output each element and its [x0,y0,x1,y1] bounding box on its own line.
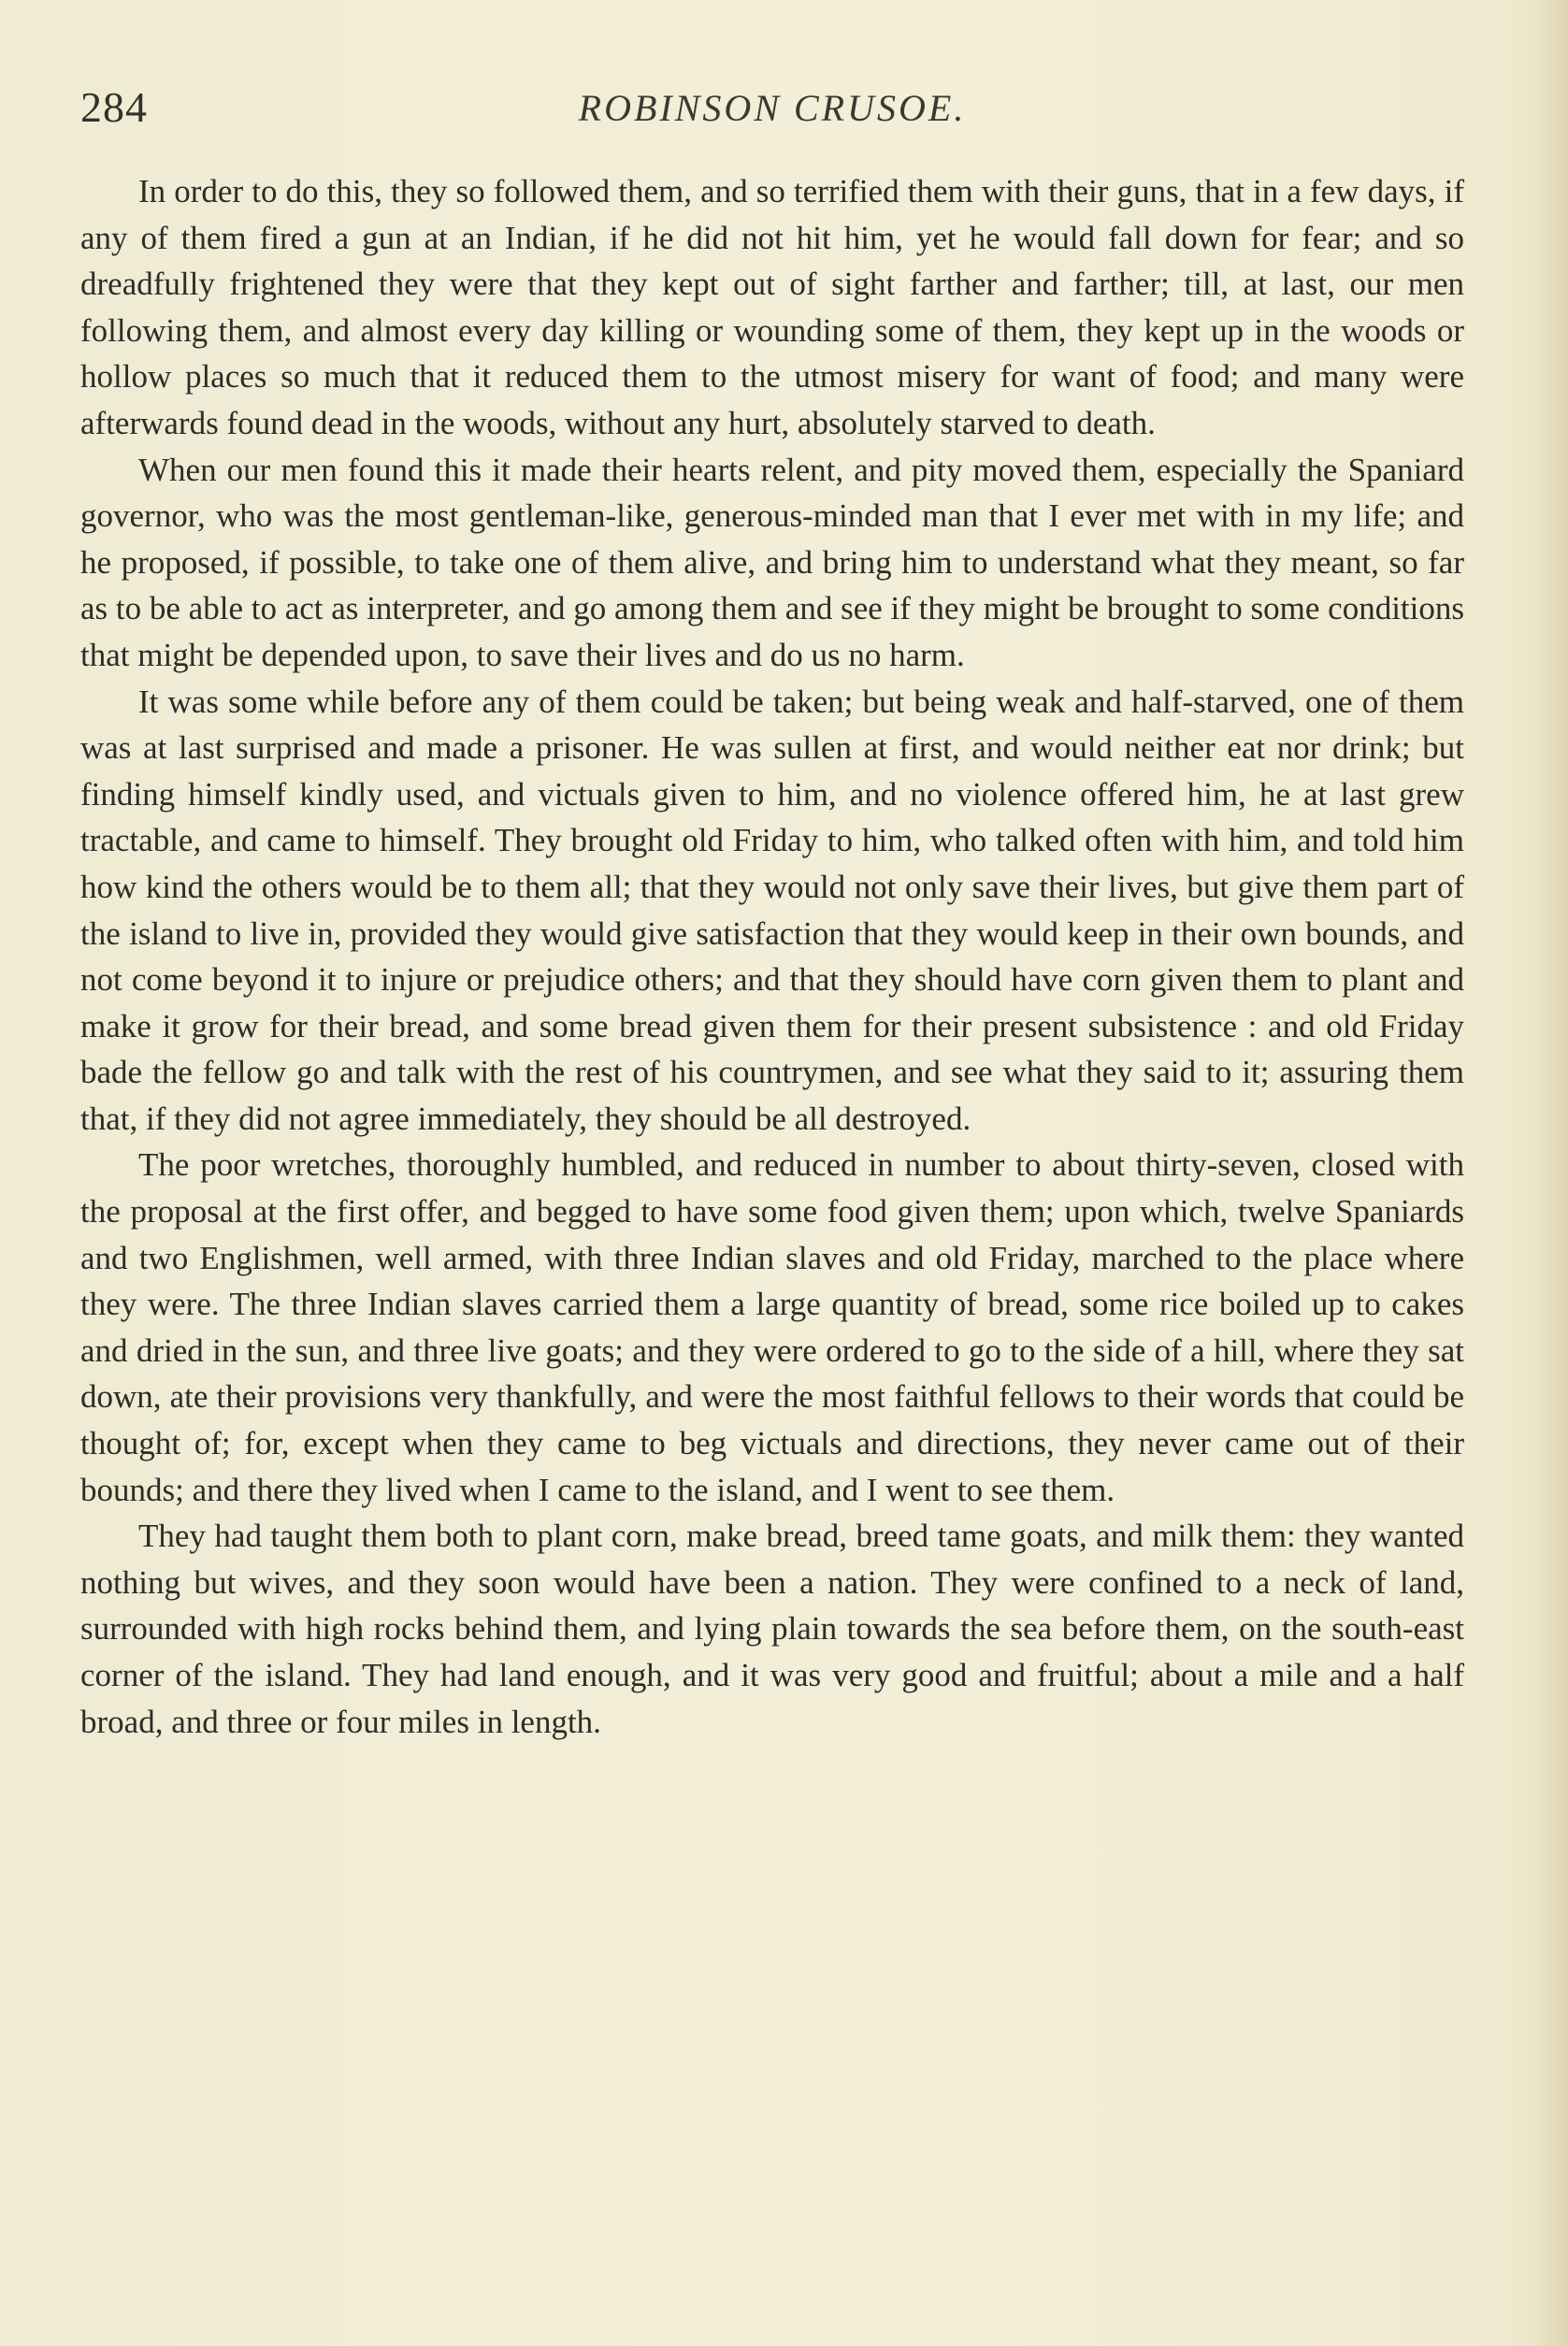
page-edge-shadow [1534,0,1568,2346]
paragraph: When our men found this it made their hearts relent, and pity moved them, especially the Spaniard governor, who was the most gentleman-like, generous-minded man that I ever met with in my life; and he proposed, if possible, to take one of them alive, and bring him to understand what they meant, so far as to be able to act as interpreter, and go among them and see if they might be brought to some conditions that might be depended upon, to save their lives and do us no harm. [80,451,1464,673]
paragraph: In order to do this, they so followed them, and so terrified them with their guns, that in a few days, if any of them fired a gun at an Indian, if he did not hit him, yet he would fall down for fear; and so dreadfully frightened they were that they kept out of sight farther and farther; till, at last, our men following them, and almost every day killing or wounding some of them, they kept up in the woods or hollow places so much that it reduced them to the utmost misery for want of food; and many were afterwards found dead in the woods, without any hurt, absolutely starved to death. [80,173,1464,441]
running-title: ROBINSON CRUSOE. [578,87,967,129]
paragraph: It was some while before any of them could be taken; but being weak and half-starved, one of them was at last surprised and made a prisoner. He was sullen at first, and would neither eat nor drink; but finding himself kindly used, and victuals given to him, and no violence offered him, he at last grew tractable, and came to himself. They brought old Friday to him, who talked often with him, and told him how kind the others would be to them all; that they would not only save their lives, but give them part of the island to live in, provided they would give satisfaction that they would keep in their own bounds, and not come beyond it to injure or prejudice others; and that they should have corn given them to plant and make it grow for their bread, and some bread given them for their present subsistence : and old Friday bade the fellow go and talk with the rest of his countrymen, and see what they said to it; assuring them that, if they did not agree immediately, they should be all destroyed. [80,683,1464,1137]
page-header [80,82,1464,138]
body-text [80,168,1464,1745]
page-number: 284 [80,83,148,131]
paragraph: They had taught them both to plant corn, make bread, breed tame goats, and milk them: they wanted nothing but wives, and they soon would have been a nation. They were confined to a neck of land, surrounded with high rocks behind them, and lying plain towards the sea before them, on the south-east corner of the island. They had land enough, and it was very good and fruitful; about a mile and a half broad, and three or four miles in length. [80,1518,1464,1740]
paragraph: The poor wretches, thoroughly humbled, and reduced in number to about thirty-seven, closed with the proposal at the first offer, and begged to have some food given them; upon which, twelve Spaniards and two Englishmen, well armed, with three Indian slaves and old Friday, marched to the place where they were. The three Indian slaves carried them a large quantity of bread, some rice boiled up to cakes and dried in the sun, and three live goats; and they were ordered to go to the side of a hill, where they sat down, ate their provisions very thankfully, and were the most faithful fellows to their words that could be thought of; for, except when they came to beg victuals and directions, they never came out of their bounds; and there they lived when I came to the island, and I went to see them. [80,1146,1464,1508]
